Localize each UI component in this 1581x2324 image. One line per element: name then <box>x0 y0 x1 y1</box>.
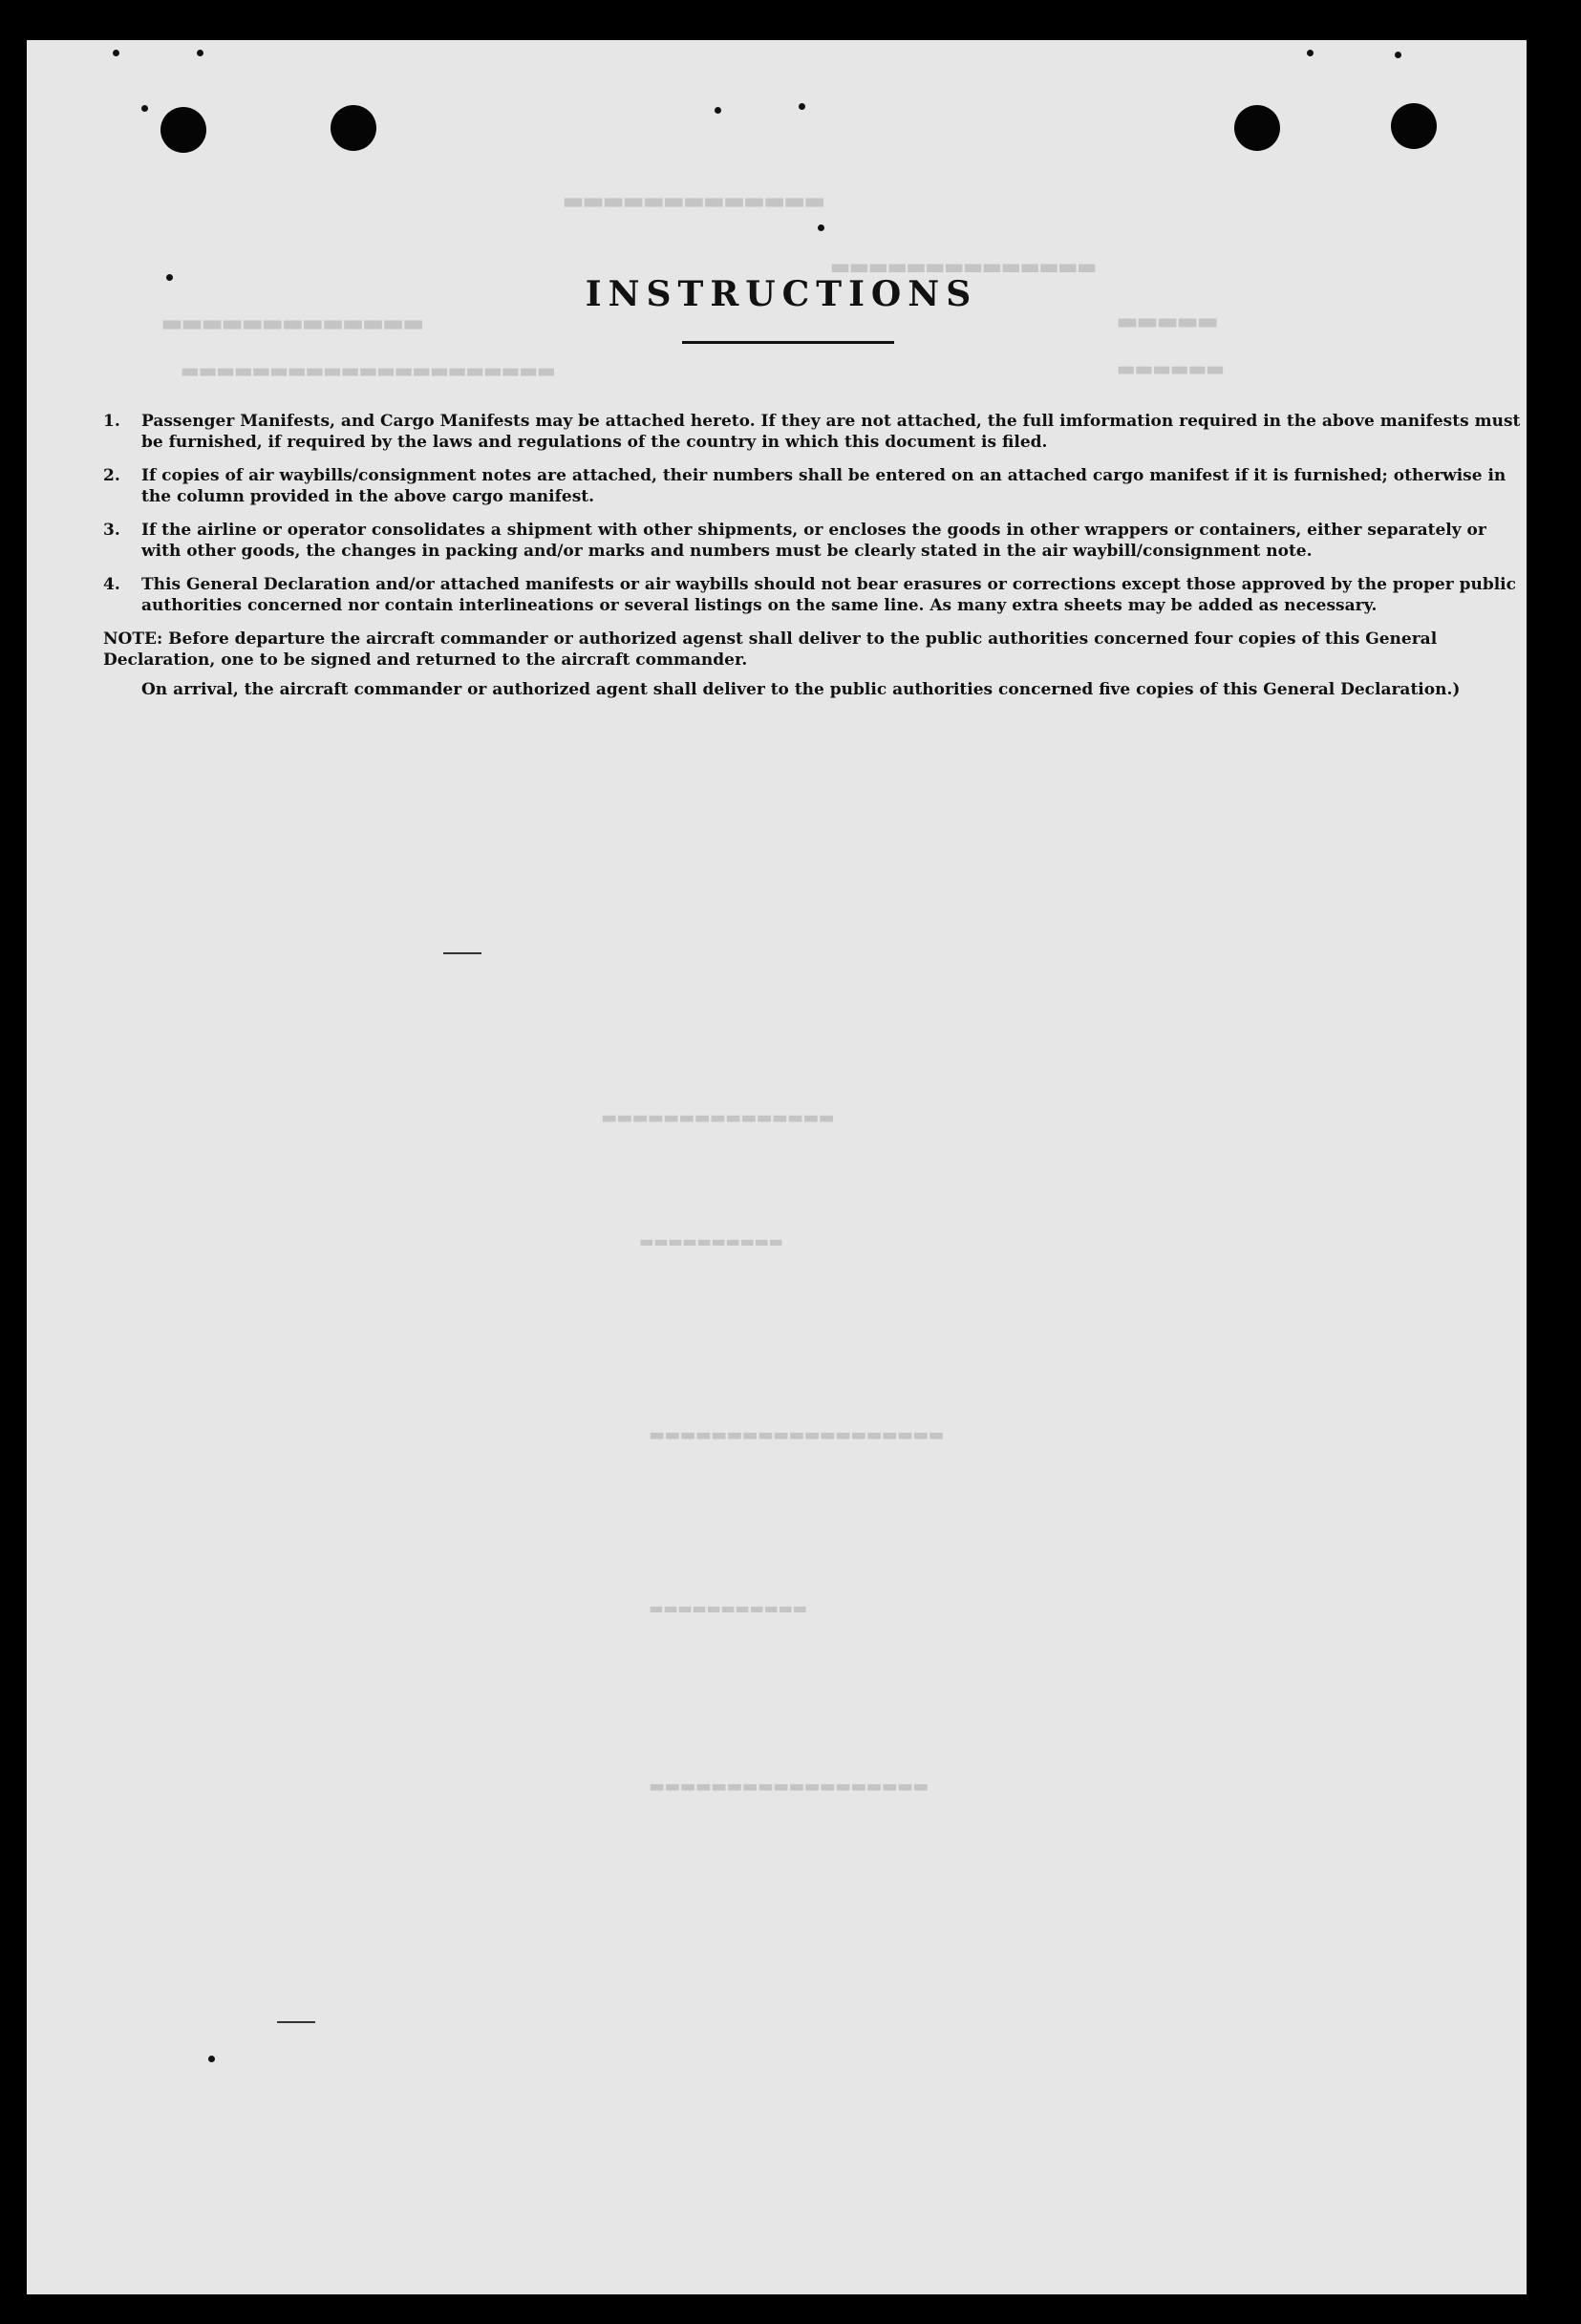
bleedthrough-text: ▂▂▂▂▂▂▂▂▂▂▂▂▂ <box>160 296 422 330</box>
speck <box>715 107 721 114</box>
item-number: 4. <box>103 575 120 594</box>
speck <box>141 105 148 112</box>
item-number: 2. <box>103 466 120 485</box>
margin-dash <box>277 2021 315 2023</box>
item-text: If the airline or operator consolidates a shipment with other shipments, or encloses the goods in other wrappers or containers, either separately or with other goods, the changes in packing and/or marks and numbers must be clearly stated in the air waybill/consignment note. <box>141 521 1486 561</box>
bleedthrough-text: ▂▂▂▂▂▂▂▂▂▂▂▂▂ <box>562 174 823 207</box>
instructions-title: INSTRUCTIONS <box>585 274 978 314</box>
instruction-item <box>103 411 1527 453</box>
bleedthrough-text: ▂▂▂▂▂▂▂▂▂▂▂▂▂▂▂▂▂▂▂ <box>648 1416 943 1439</box>
bleedthrough-text: ▂▂▂▂▂▂▂▂▂▂▂▂▂▂▂▂▂▂ <box>648 1767 928 1791</box>
bleedthrough-text: ▂▂▂▂▂▂▂▂▂▂▂▂▂▂▂ <box>600 1098 833 1122</box>
item-text: Passenger Manifests, and Cargo Manifests may be attached hereto. If they are not attached, the full imformation required in the above manifests must be furnished, if required by the laws and regulations of the country in which this document is filed. <box>141 412 1521 452</box>
item-number: 3. <box>103 521 120 540</box>
punch-hole-right-2 <box>1391 103 1437 149</box>
item-number: 1. <box>103 412 120 431</box>
bleedthrough-text: ▂▂▂▂▂▂ <box>1116 346 1223 374</box>
speck <box>1307 50 1314 56</box>
note-label: NOTE: <box>103 629 163 649</box>
speck <box>197 50 203 56</box>
punch-hole-left <box>160 107 206 153</box>
instruction-item <box>103 520 1527 562</box>
title-underline <box>682 341 894 344</box>
margin-dash <box>443 952 481 954</box>
bleedthrough-text: ▂▂▂▂▂▂▂▂▂▂▂ <box>648 1589 806 1612</box>
note-departure <box>103 629 1527 671</box>
item-text: If copies of air waybills/consignment notes are attached, their numbers shall be entered on an attached cargo manifest if it is furnished; otherwise in the column provided in the above cargo manifest. <box>141 466 1506 506</box>
item-text: This General Declaration and/or attached manifests or air waybills should not bear erasures or corrections except those approved by the proper public authorities concerned nor contain interlineations or several listings on the same line. As many extra sheets may be added as necessary. <box>141 575 1516 615</box>
speck <box>1395 52 1401 58</box>
note-block <box>103 629 1527 700</box>
instruction-item <box>103 465 1527 507</box>
note-text: Before departure the aircraft commander or authorized agenst shall deliver to the public authorities concerned four copies of this General Declaration, one to be signed and returned to the aircraft commander. <box>103 629 1438 670</box>
bleedthrough-text: ▂▂▂▂▂▂▂▂▂▂▂▂▂▂ <box>829 241 1096 272</box>
bleedthrough-text: ▂▂▂▂▂ <box>1116 294 1217 328</box>
punch-hole-center <box>331 105 376 151</box>
bleedthrough-text: ▂▂▂▂▂▂▂▂▂▂ <box>638 1223 782 1246</box>
bleedthrough-text: ▂▂▂▂▂▂▂▂▂▂▂▂▂▂▂▂▂▂▂▂▂ <box>180 348 554 376</box>
speck <box>113 50 119 56</box>
instructions-list <box>103 411 1527 709</box>
instruction-item <box>103 574 1527 616</box>
punch-hole-right-1 <box>1234 105 1280 151</box>
note-arrival: On arrival, the aircraft commander or authorized agent shall deliver to the public authorities concerned five copies of this General Declaration.) <box>141 680 1461 699</box>
speck <box>799 103 805 110</box>
speck <box>208 2056 215 2062</box>
speck <box>818 224 824 231</box>
document-page <box>27 40 1527 2294</box>
